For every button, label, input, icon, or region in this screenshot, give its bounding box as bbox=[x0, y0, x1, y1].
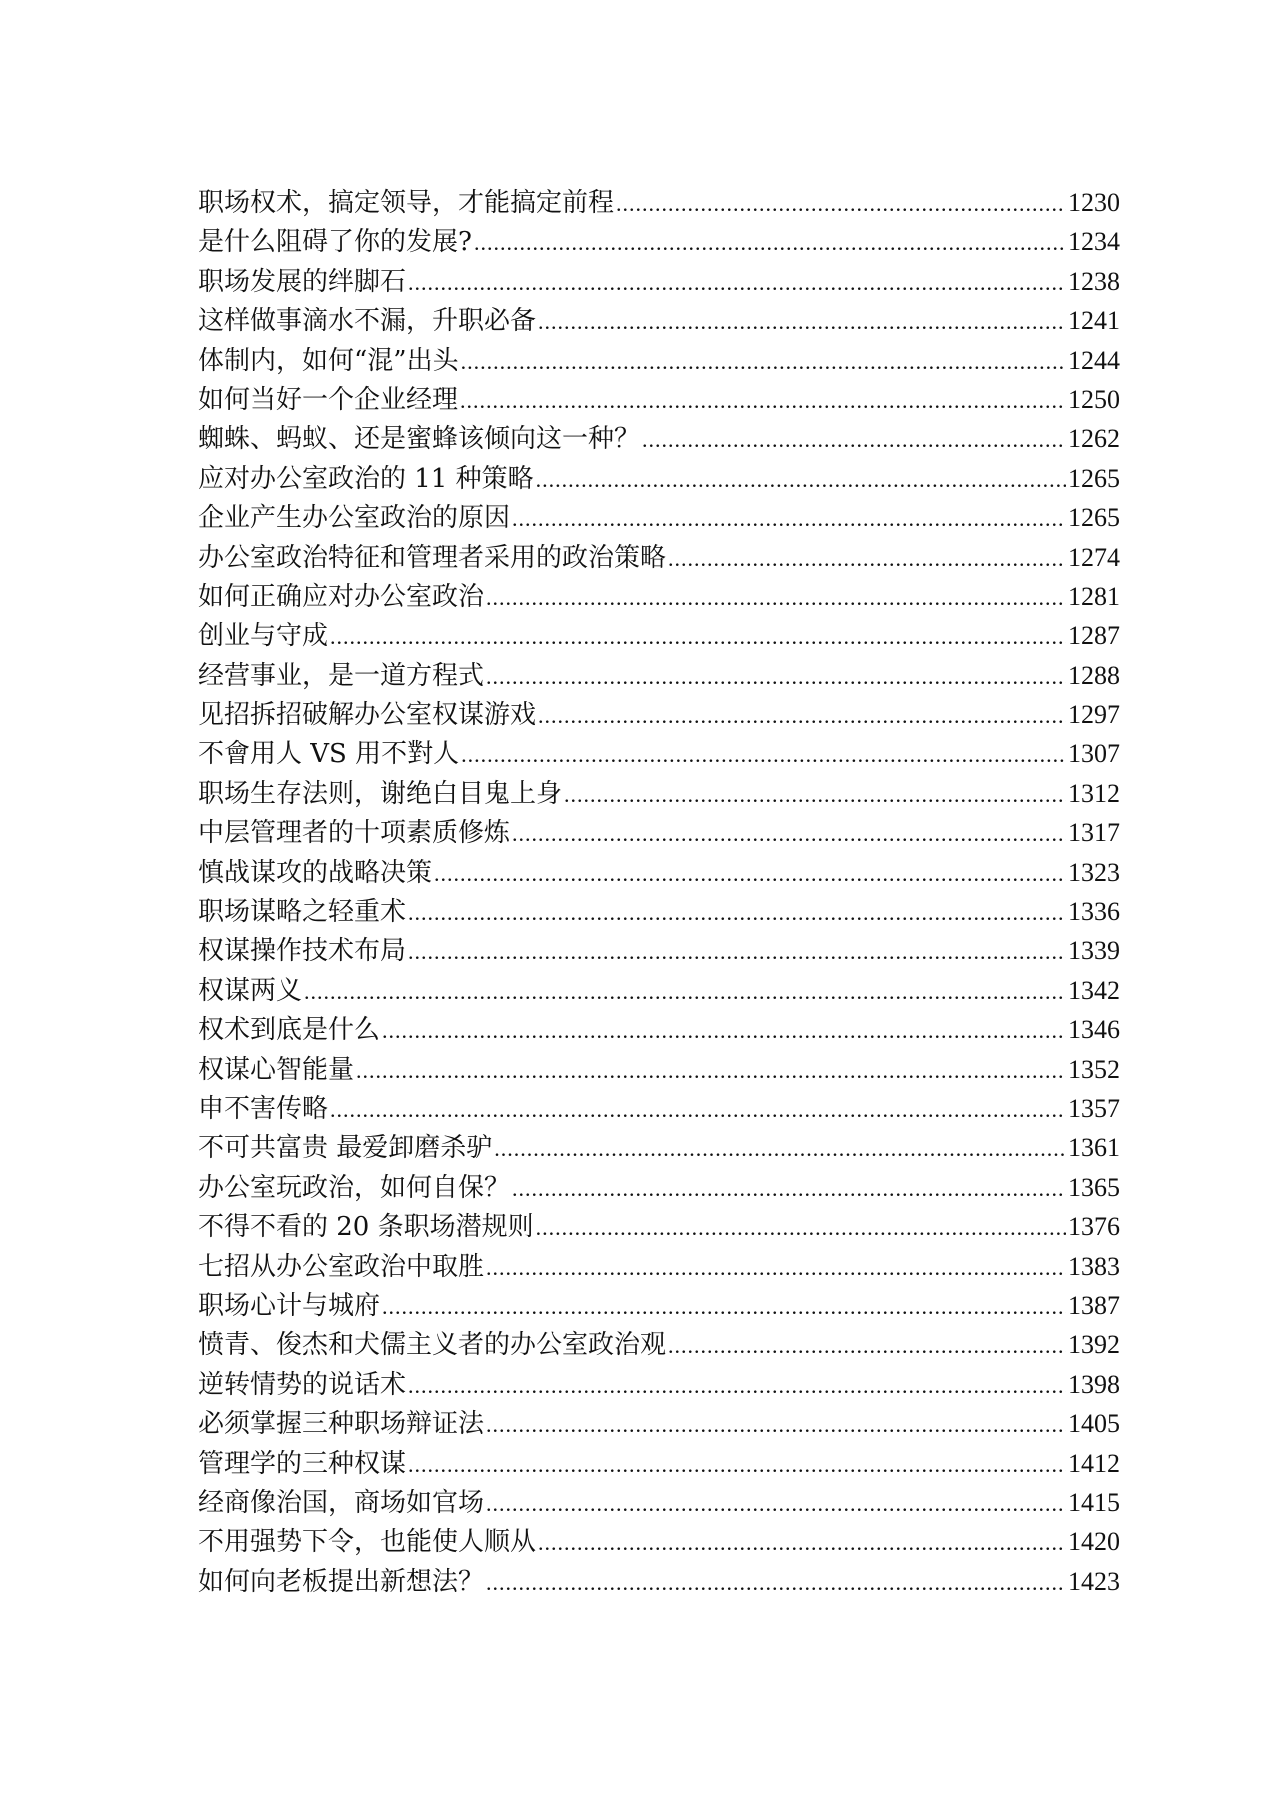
toc-entry[interactable] bbox=[198, 459, 1120, 498]
toc-entry-page-number: 1297 bbox=[1068, 700, 1120, 730]
dot-leader bbox=[494, 1129, 1066, 1168]
toc-entry-page-number: 1412 bbox=[1068, 1448, 1120, 1478]
dot-leader bbox=[486, 1248, 1066, 1287]
toc-entry-page-number: 1288 bbox=[1068, 660, 1120, 690]
toc-entry[interactable] bbox=[198, 853, 1120, 892]
toc-entry-page-number: 1361 bbox=[1068, 1133, 1120, 1163]
toc-entry-title: 职场权术，搞定领导，才能搞定前程 bbox=[198, 188, 615, 218]
dot-leader bbox=[330, 617, 1066, 656]
toc-entry-page-number: 1230 bbox=[1068, 188, 1120, 217]
toc-entry[interactable] bbox=[198, 1128, 1120, 1167]
dot-leader bbox=[461, 735, 1066, 774]
dot-leader bbox=[461, 342, 1066, 381]
toc-entry-page-number: 1357 bbox=[1068, 1093, 1120, 1123]
dot-leader bbox=[538, 302, 1066, 341]
toc-entry[interactable] bbox=[198, 341, 1120, 380]
toc-entry-page-number: 1307 bbox=[1068, 739, 1120, 769]
dot-leader bbox=[512, 499, 1066, 538]
dot-leader bbox=[642, 420, 1066, 459]
dot-leader bbox=[356, 1051, 1066, 1090]
toc-entry-title: 创业与守成 bbox=[198, 621, 329, 652]
toc-entry-title: 职场发展的绊脚石 bbox=[198, 266, 407, 297]
toc-entry-title: 管理学的三种权谋 bbox=[198, 1448, 407, 1479]
toc-entry[interactable] bbox=[198, 1483, 1120, 1522]
dot-leader bbox=[512, 814, 1066, 853]
dot-leader bbox=[382, 1011, 1066, 1050]
toc-entry-page-number: 1383 bbox=[1068, 1251, 1120, 1281]
toc-entry-page-number: 1336 bbox=[1068, 897, 1120, 927]
dot-leader bbox=[668, 539, 1066, 578]
toc-entry[interactable] bbox=[198, 695, 1120, 734]
toc-entry[interactable] bbox=[198, 1089, 1120, 1128]
toc-entry-page-number: 1398 bbox=[1068, 1369, 1120, 1399]
dot-leader bbox=[474, 223, 1066, 262]
toc-entry-page-number: 1274 bbox=[1068, 542, 1120, 572]
table-of-contents bbox=[198, 183, 1120, 1601]
toc-entry[interactable] bbox=[198, 1010, 1120, 1049]
dot-leader bbox=[408, 893, 1066, 932]
toc-entry[interactable] bbox=[198, 1247, 1120, 1286]
dot-leader bbox=[304, 972, 1066, 1011]
toc-entry-title: 慎战谋攻的战略决策 bbox=[198, 857, 433, 888]
toc-entry-page-number: 1250 bbox=[1068, 384, 1120, 414]
toc-entry-title: 七招从办公室政治中取胜 bbox=[198, 1251, 485, 1282]
toc-entry-title: 企业产生办公室政治的原因 bbox=[198, 503, 511, 534]
toc-entry-page-number: 1238 bbox=[1068, 266, 1120, 296]
toc-entry-title: 申不害传略 bbox=[198, 1093, 329, 1124]
dot-leader bbox=[408, 1366, 1066, 1405]
toc-entry-title: 如何正确应对办公室政治 bbox=[198, 581, 485, 612]
toc-entry-page-number: 1234 bbox=[1068, 227, 1120, 257]
toc-entry-page-number: 1244 bbox=[1068, 345, 1120, 375]
toc-entry[interactable] bbox=[198, 1286, 1120, 1325]
toc-entry-title: 逆转情势的说话术 bbox=[198, 1369, 407, 1400]
toc-entry-title: 办公室玩政治，如何自保？ bbox=[198, 1172, 511, 1203]
toc-entry[interactable] bbox=[198, 656, 1120, 695]
toc-entry-title: 职场心计与城府 bbox=[198, 1290, 381, 1321]
toc-entry[interactable] bbox=[198, 774, 1120, 813]
toc-entry-page-number: 1265 bbox=[1068, 463, 1120, 493]
toc-entry[interactable] bbox=[198, 892, 1120, 931]
toc-entry[interactable] bbox=[198, 813, 1120, 852]
toc-entry-title: 职场生存法则，谢绝白目鬼上身 bbox=[198, 778, 563, 809]
toc-entry-page-number: 1387 bbox=[1068, 1290, 1120, 1320]
toc-entry[interactable] bbox=[198, 616, 1120, 655]
dot-leader bbox=[408, 263, 1066, 302]
toc-entry-page-number: 1265 bbox=[1068, 503, 1120, 533]
toc-entry[interactable] bbox=[198, 1444, 1120, 1483]
toc-entry[interactable] bbox=[198, 1365, 1120, 1404]
toc-entry-page-number: 1339 bbox=[1068, 936, 1120, 966]
toc-entry-title: 必须掌握三种职场辩证法 bbox=[198, 1409, 485, 1440]
dot-leader bbox=[486, 1563, 1066, 1602]
dot-leader bbox=[616, 184, 1066, 223]
toc-entry-page-number: 1323 bbox=[1068, 857, 1120, 887]
toc-entry-page-number: 1346 bbox=[1068, 1015, 1120, 1045]
toc-entry-title: 如何当好一个企业经理 bbox=[198, 384, 459, 415]
toc-entry-title: 如何向老板提出新想法？ bbox=[198, 1566, 485, 1597]
toc-entry[interactable] bbox=[198, 1404, 1120, 1443]
dot-leader bbox=[668, 1326, 1066, 1365]
dot-leader bbox=[486, 578, 1066, 617]
toc-entry[interactable] bbox=[198, 577, 1120, 616]
toc-entry[interactable] bbox=[198, 538, 1120, 577]
toc-entry[interactable] bbox=[198, 1562, 1120, 1601]
toc-entry-title: 不用强势下令，也能使人顺从 bbox=[198, 1527, 537, 1558]
dot-leader bbox=[538, 1523, 1066, 1562]
toc-entry-page-number: 1405 bbox=[1068, 1409, 1120, 1439]
toc-entry-title: 见招拆招破解办公室权谋游戏 bbox=[198, 700, 537, 731]
dot-leader bbox=[486, 1484, 1066, 1523]
toc-entry[interactable] bbox=[198, 1207, 1120, 1246]
toc-entry-title: 不會用人 VS 用不對人 bbox=[198, 739, 460, 770]
toc-entry-page-number: 1342 bbox=[1068, 975, 1120, 1005]
toc-entry-title: 不可共富贵 最爱卸磨杀驴 bbox=[198, 1133, 493, 1164]
dot-leader bbox=[536, 1208, 1066, 1247]
toc-entry-page-number: 1392 bbox=[1068, 1330, 1120, 1360]
toc-entry[interactable] bbox=[198, 1522, 1120, 1561]
toc-entry-page-number: 1317 bbox=[1068, 818, 1120, 848]
toc-entry-title: 职场谋略之轻重术 bbox=[198, 897, 407, 928]
toc-entry-page-number: 1287 bbox=[1068, 621, 1120, 651]
toc-entry[interactable] bbox=[198, 419, 1120, 458]
toc-entry-title: 蜘蛛、蚂蚁、还是蜜蜂该倾向这一种？ bbox=[198, 424, 641, 455]
toc-entry[interactable] bbox=[198, 262, 1120, 301]
dot-leader bbox=[564, 775, 1066, 814]
toc-entry-page-number: 1423 bbox=[1068, 1566, 1120, 1596]
toc-entry[interactable] bbox=[198, 1050, 1120, 1089]
toc-entry-title: 不得不看的 20 条职场潜规则 bbox=[198, 1212, 534, 1243]
toc-entry[interactable] bbox=[198, 301, 1120, 340]
dot-leader bbox=[408, 932, 1066, 971]
toc-entry-title: 这样做事滴水不漏，升职必备 bbox=[198, 306, 537, 337]
dot-leader bbox=[330, 1090, 1066, 1129]
dot-leader bbox=[486, 1405, 1066, 1444]
toc-entry[interactable] bbox=[198, 222, 1120, 261]
toc-entry[interactable] bbox=[198, 183, 1120, 222]
toc-entry[interactable] bbox=[198, 380, 1120, 419]
toc-entry-title: 办公室政治特征和管理者采用的政治策略 bbox=[198, 542, 667, 573]
toc-entry[interactable] bbox=[198, 931, 1120, 970]
toc-entry-page-number: 1312 bbox=[1068, 778, 1120, 808]
dot-leader bbox=[434, 854, 1066, 893]
dot-leader bbox=[486, 657, 1066, 696]
toc-entry-title: 中层管理者的十项素质修炼 bbox=[198, 818, 511, 849]
toc-entry-page-number: 1415 bbox=[1068, 1487, 1120, 1517]
dot-leader bbox=[512, 1169, 1066, 1208]
toc-entry-title: 经营事业，是一道方程式 bbox=[198, 660, 485, 691]
dot-leader bbox=[460, 381, 1066, 420]
toc-entry-title: 愤青、俊杰和犬儒主义者的办公室政治观 bbox=[198, 1330, 667, 1361]
toc-entry[interactable] bbox=[198, 734, 1120, 773]
toc-entry-page-number: 1241 bbox=[1068, 306, 1120, 336]
dot-leader bbox=[536, 460, 1066, 499]
toc-entry[interactable] bbox=[198, 1325, 1120, 1364]
toc-entry-page-number: 1420 bbox=[1068, 1527, 1120, 1557]
toc-entry-page-number: 1365 bbox=[1068, 1172, 1120, 1202]
toc-entry[interactable] bbox=[198, 498, 1120, 537]
toc-entry-title: 权谋操作技术布局 bbox=[198, 936, 407, 967]
toc-entry-title: 体制内，如何“混”出头 bbox=[198, 345, 459, 376]
dot-leader bbox=[538, 696, 1066, 735]
toc-entry[interactable] bbox=[198, 971, 1120, 1010]
toc-entry-title: 应对办公室政治的 11 种策略 bbox=[198, 463, 534, 494]
toc-entry-title: 权谋两义 bbox=[198, 975, 303, 1006]
toc-entry-title: 权谋心智能量 bbox=[198, 1054, 355, 1085]
toc-entry-page-number: 1262 bbox=[1068, 424, 1120, 454]
dot-leader bbox=[382, 1287, 1066, 1326]
toc-entry-page-number: 1281 bbox=[1068, 581, 1120, 611]
dot-leader bbox=[408, 1445, 1066, 1484]
toc-entry[interactable] bbox=[198, 1168, 1120, 1207]
toc-entry-page-number: 1376 bbox=[1068, 1212, 1120, 1242]
toc-entry-title: 经商像治国，商场如官场 bbox=[198, 1487, 485, 1518]
toc-entry-page-number: 1352 bbox=[1068, 1054, 1120, 1084]
toc-entry-title: 是什么阻碍了你的发展? bbox=[198, 227, 472, 258]
toc-entry-title: 权术到底是什么 bbox=[198, 1015, 381, 1046]
